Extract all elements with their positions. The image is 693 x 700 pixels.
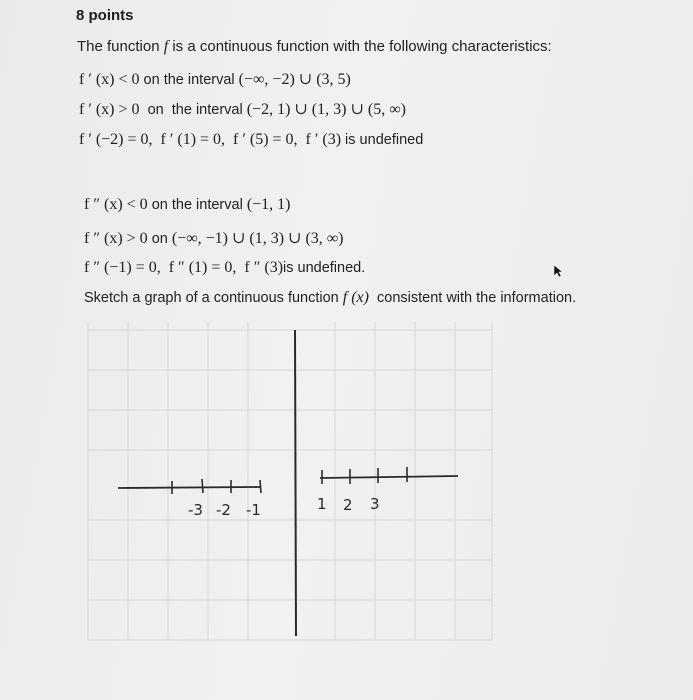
tick-label-neg-3: -3: [188, 501, 203, 519]
tick-label-neg-2: -2: [216, 501, 231, 519]
sketch-prefix: Sketch a graph of a continuous function: [84, 290, 343, 306]
tick-label-neg-1: -1: [246, 501, 261, 519]
sketch-suffix: consistent with the information.: [368, 290, 577, 306]
x-axis-ticks: [172, 467, 407, 494]
intro-suffix: is a continuous function with the following characteristics:: [168, 38, 552, 55]
tick-label-1: 1: [317, 495, 327, 513]
y-axis: [295, 330, 296, 636]
intro-prefix: The function: [77, 38, 164, 55]
function-symbol: f: [163, 38, 169, 55]
sketch-function: f (x): [342, 289, 369, 306]
condition-expression: f ′ (−2) = 0, f ′ (1) = 0, f ′ (5) = 0, f ′ (3): [79, 131, 342, 148]
condition-interval: (−∞, −2) ∪ (3, 5): [238, 71, 351, 88]
condition-text: on the interval: [139, 72, 239, 88]
condition-expression: f ′ (x) > 0: [79, 101, 140, 118]
condition-text: is undefined.: [283, 260, 366, 276]
grid-lines: [88, 322, 492, 640]
tick-label-2: 2: [343, 496, 353, 514]
condition-expression: f ″ (−1) = 0, f ″ (1) = 0, f ″ (3): [84, 259, 284, 276]
tick-label-3: 3: [370, 495, 380, 513]
condition-interval: (−1, 1): [246, 196, 291, 213]
points-label: 8 points: [76, 7, 134, 24]
condition-interval: (−∞, −1) ∪ (1, 3) ∪ (3, ∞): [171, 230, 344, 247]
condition-interval: (−2, 1) ∪ (1, 3) ∪ (5, ∞): [246, 101, 406, 118]
condition-expression: f ″ (x) > 0: [84, 230, 148, 247]
condition-text: on the interval: [139, 102, 247, 118]
condition-text: on the interval: [147, 197, 247, 213]
condition-text: on: [147, 231, 172, 247]
condition-expression: f ′ (x) < 0: [79, 71, 140, 88]
condition-expression: f ″ (x) < 0: [84, 196, 148, 213]
condition-text: is undefined: [341, 132, 424, 148]
